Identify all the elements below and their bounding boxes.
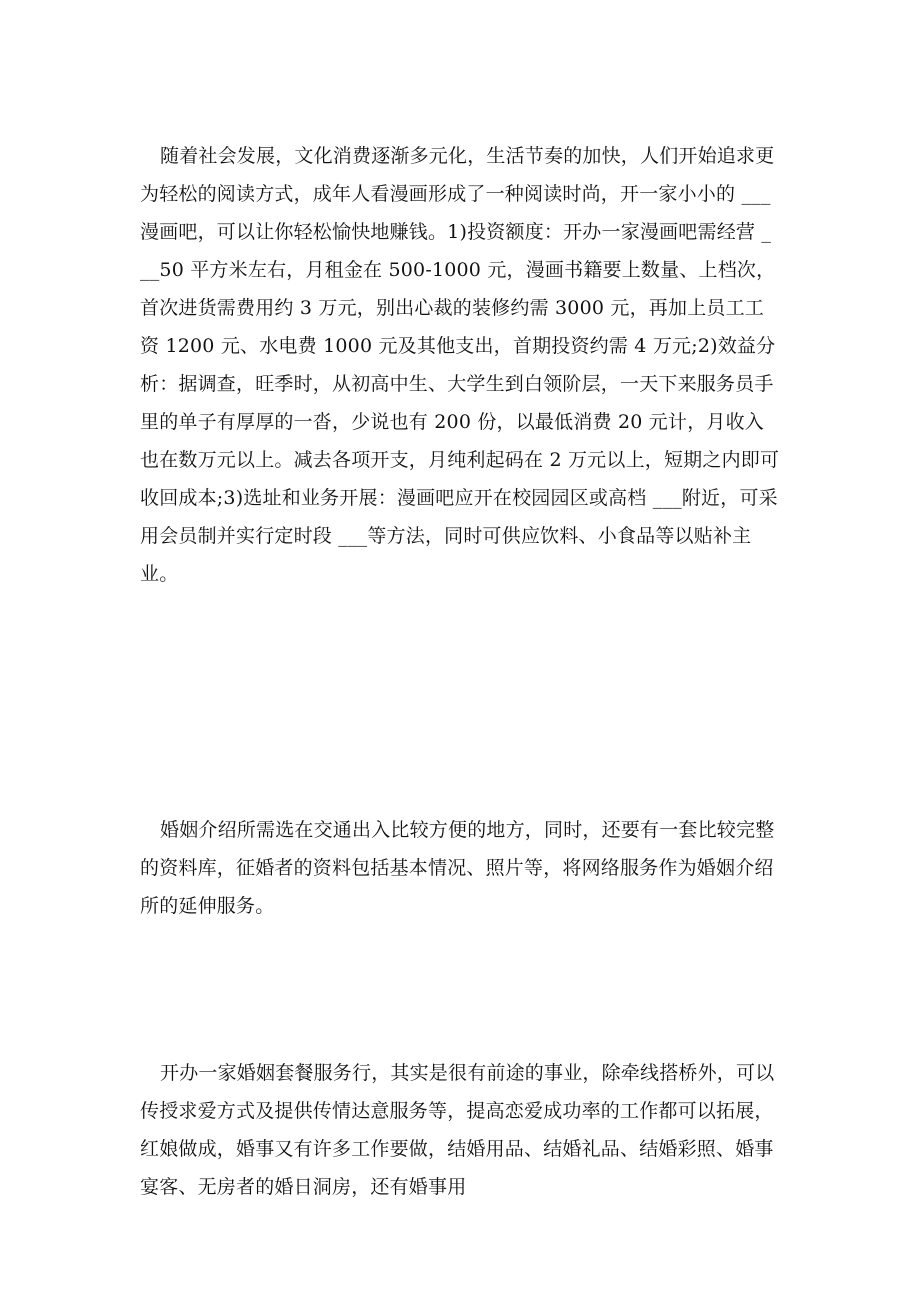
paragraph-comic-bar: 随着社会发展，文化消费逐渐多元化，生活节奏的加快，人们开始追求更为轻松的阅读方式，成年人看漫画形成了一种阅读时尚，开一家小小的 ___漫画吧，可以让你轻松愉快地赚钱。1)投资额度：开办一家漫画吧需经营 ___50 平方米左右，月租金在 500-1000 元，漫画书籍要上数量、上档次，首次进货需费用约 3 万元，别出心裁的装修约需 3000 元，再加上员工工资 1200 元、水电费 1000 元及其他支出，首期投资约需 4 万元;2)效益分析：据调查，旺季时，从初高中生、大学生到白领阶层，一天下来服务员手里的单子有厚厚的一沓，少说也有 200 份，以最低消费 20 元计，月收入也在数万元以上。减去各项开支，月纯利起码在 2 万元以上，短期之内即可收回成本;3)选址和业务开展：漫画吧应开在校园园区或高档 ___附近，可采用会员制并实行定时段 ___等方法，同时可供应饮料、小食品等以贴补主业。 <box>140 145 780 585</box>
paragraph-marriage-agency: 婚姻介绍所需选在交通出入比较方便的地方，同时，还要有一套比较完整的资料库，征婚者的资料包括基本情况、照片等，将网络服务作为婚姻介绍所的延伸服务。 <box>140 819 775 917</box>
paragraph-wedding-service: 开办一家婚姻套餐服务行，其实是很有前途的事业，除牵线搭桥外，可以传授求爱方式及提供传情达意服务等，提高恋爱成功率的工作都可以拓展，红娘做成，婚事又有许多工作要做，结婚用品、结婚礼品、结婚彩照、婚事宴客、无房者的婚日洞房，还有婚事用 <box>140 1062 775 1198</box>
